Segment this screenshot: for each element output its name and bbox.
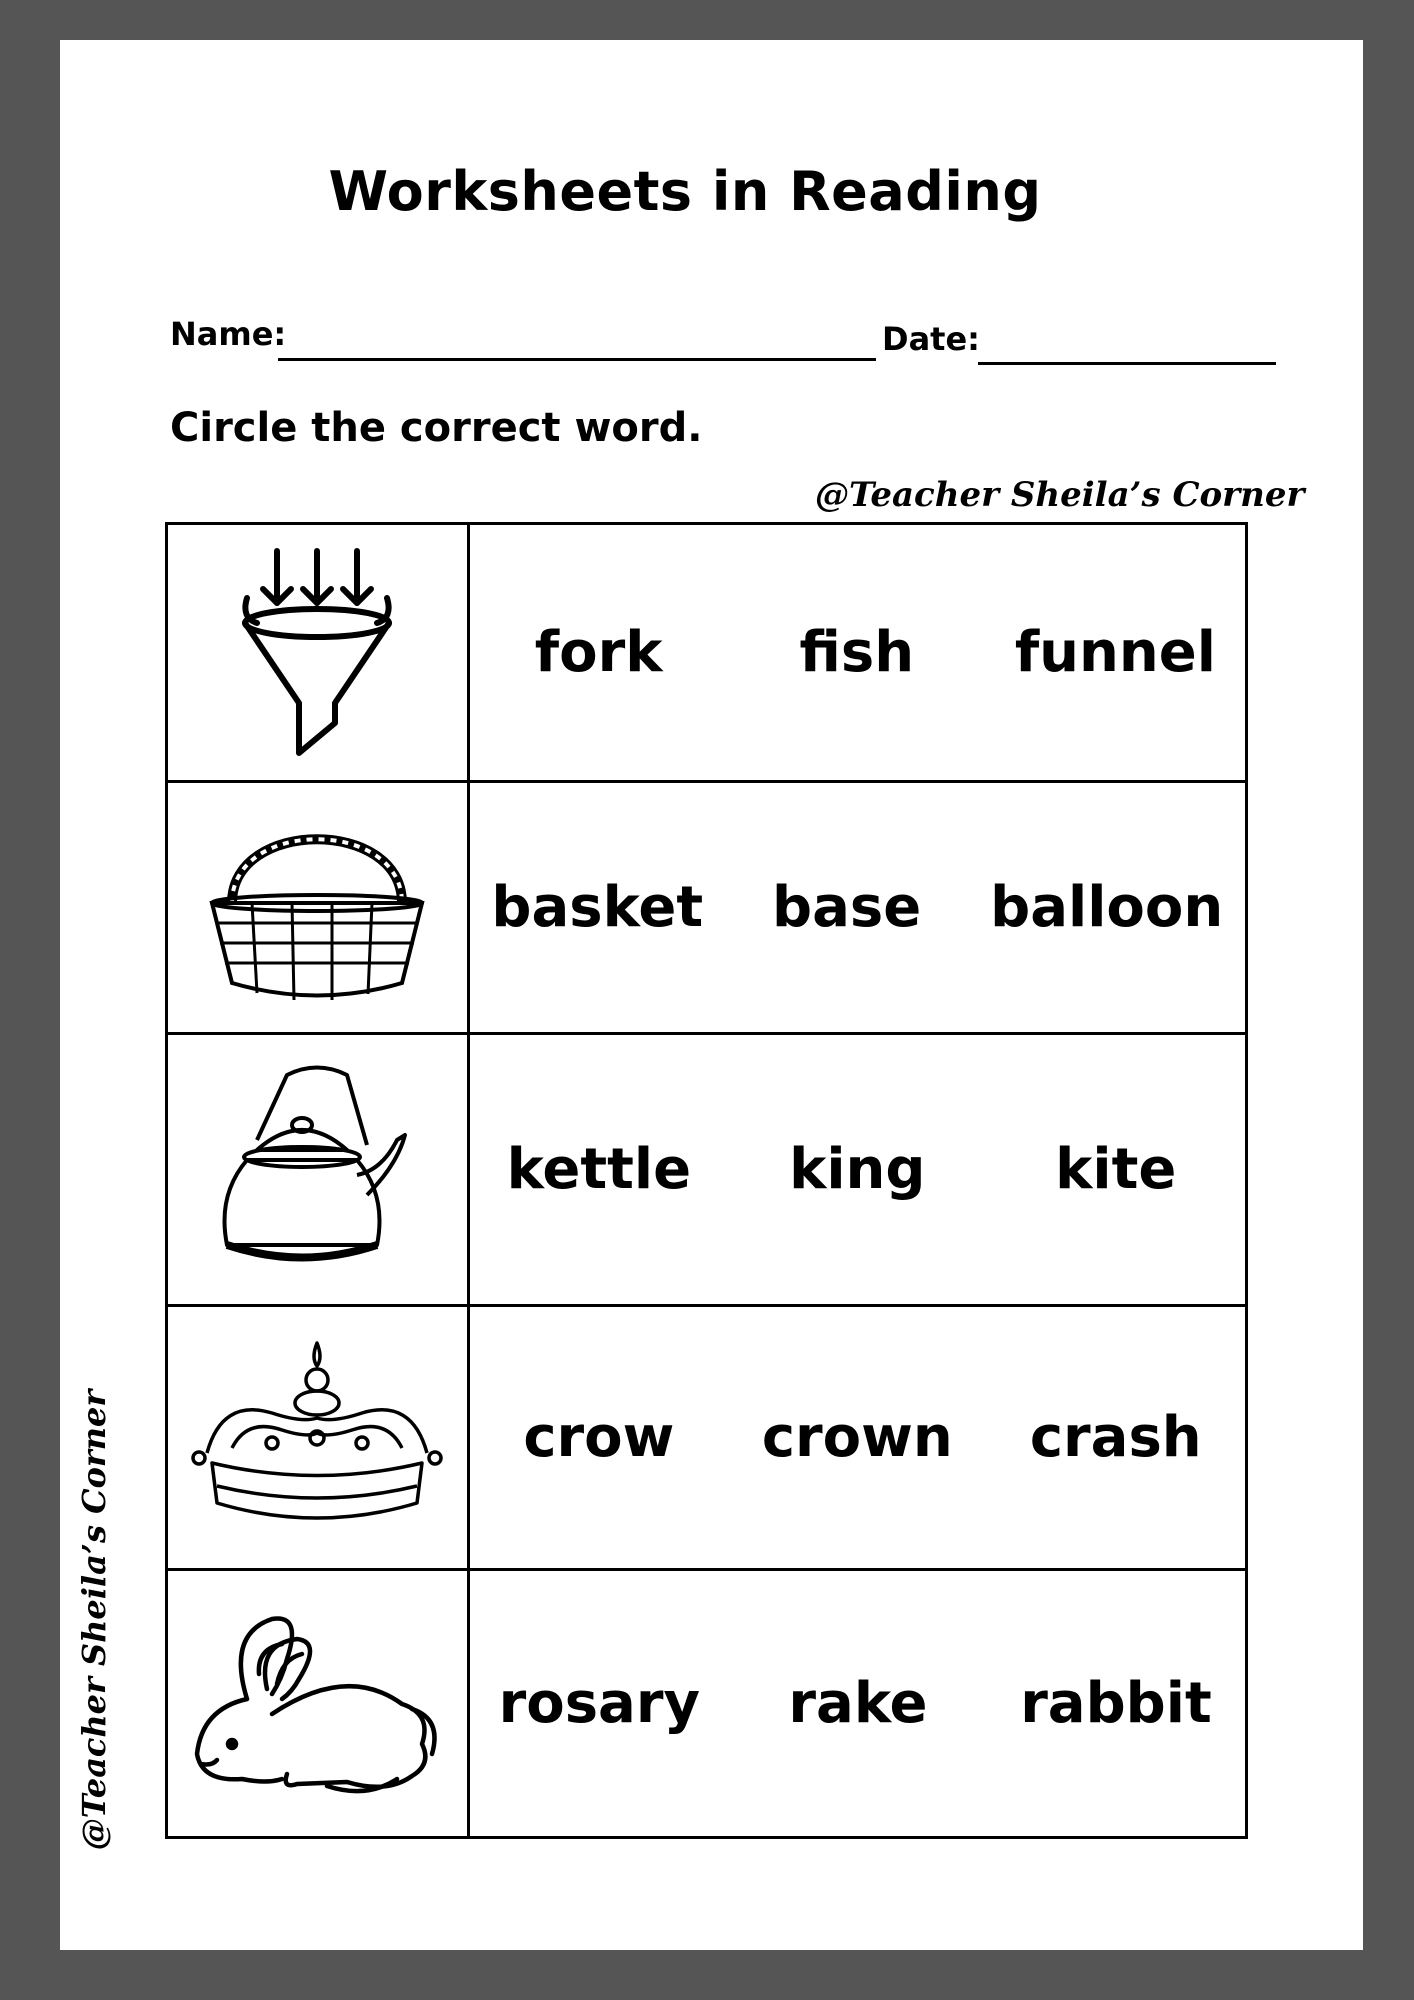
word-option[interactable]: base bbox=[772, 875, 922, 940]
word-option[interactable]: crown bbox=[761, 1405, 953, 1470]
word-option[interactable]: fork bbox=[534, 620, 663, 685]
watermark-top: @Teacher Sheila’s Corner bbox=[815, 475, 1305, 515]
word-option[interactable]: kite bbox=[1055, 1137, 1177, 1202]
word-option[interactable]: balloon bbox=[990, 875, 1224, 940]
worksheet-page bbox=[60, 40, 1363, 1950]
picture-cell bbox=[167, 1570, 469, 1838]
date-field-line[interactable] bbox=[978, 362, 1276, 365]
name-field-line[interactable] bbox=[278, 358, 876, 361]
instruction-text: Circle the correct word. bbox=[170, 405, 703, 451]
watermark-side: @Teacher Sheila’s Corner bbox=[75, 1389, 113, 1851]
words-cell bbox=[468, 782, 1246, 1034]
words-cell bbox=[468, 1570, 1246, 1838]
picture-cell bbox=[167, 524, 469, 782]
picture-cell bbox=[167, 782, 469, 1034]
word-option[interactable]: crow bbox=[523, 1405, 675, 1470]
picture-cell bbox=[167, 1034, 469, 1306]
word-choice-table bbox=[165, 522, 1248, 1839]
word-option[interactable]: fish bbox=[799, 620, 915, 685]
word-option[interactable]: rabbit bbox=[1020, 1671, 1212, 1736]
words-cell bbox=[468, 1034, 1246, 1306]
table-row bbox=[167, 1570, 1247, 1838]
word-option[interactable]: kettle bbox=[506, 1137, 692, 1202]
table-row bbox=[167, 524, 1247, 782]
word-option[interactable]: rosary bbox=[498, 1671, 700, 1736]
kettle-icon bbox=[207, 1055, 427, 1285]
table-row bbox=[167, 782, 1247, 1034]
picture-cell bbox=[167, 1306, 469, 1570]
word-option[interactable]: rake bbox=[788, 1671, 928, 1736]
basket-icon bbox=[202, 808, 432, 1008]
name-label: Name: bbox=[170, 315, 287, 353]
date-label: Date: bbox=[882, 320, 980, 358]
table-row bbox=[167, 1306, 1247, 1570]
words-cell bbox=[468, 524, 1246, 782]
rabbit-icon bbox=[187, 1604, 447, 1804]
words-cell bbox=[468, 1306, 1246, 1570]
word-option[interactable]: funnel bbox=[1014, 620, 1216, 685]
word-option[interactable]: crash bbox=[1029, 1405, 1202, 1470]
worksheet-title: Worksheets in Reading bbox=[328, 160, 1042, 223]
funnel-icon bbox=[217, 543, 417, 763]
word-option[interactable]: basket bbox=[491, 875, 704, 940]
table-row bbox=[167, 1034, 1247, 1306]
crown-icon bbox=[187, 1338, 447, 1538]
word-option[interactable]: king bbox=[789, 1137, 926, 1202]
